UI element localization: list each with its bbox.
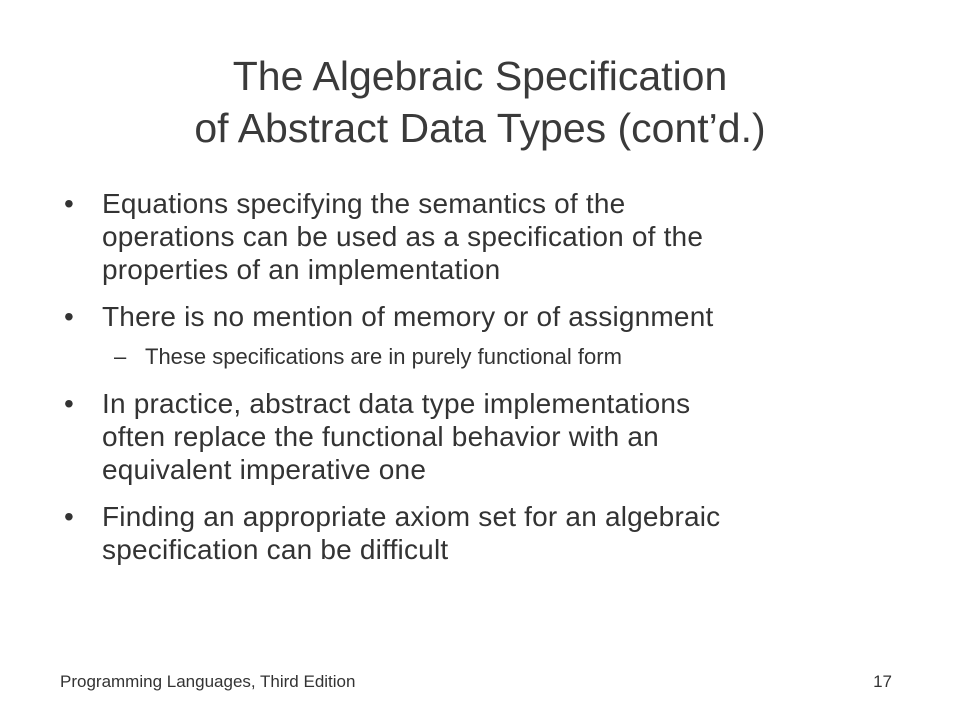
bullet-text-line: Equations specifying the semantics of the — [102, 188, 626, 219]
bullet-list — [60, 187, 920, 580]
bullet-marker: • — [64, 501, 75, 532]
sub-bullet-item — [60, 343, 920, 371]
bullet-text-line: There is no mention of memory or of assignment — [102, 301, 714, 332]
bullet-text-line: equivalent imperative one — [102, 454, 427, 485]
slide-title — [0, 50, 960, 154]
bullet-marker: • — [64, 188, 75, 219]
bullet-marker: • — [64, 301, 75, 332]
sub-bullet-text: These specifications are in purely functional form — [145, 344, 622, 369]
slide-title-line-1: The Algebraic Specification — [232, 53, 728, 99]
bullet-item-3 — [60, 387, 920, 486]
bullet-text-line: In practice, abstract data type implementations — [102, 388, 691, 419]
bullet-text-line: operations can be used as a specification of the — [102, 221, 704, 252]
bullet-text-line: Finding an appropriate axiom set for an algebraic — [102, 501, 721, 532]
bullet-text-line: often replace the functional behavior with an — [102, 421, 659, 452]
bullet-marker: • — [64, 388, 75, 419]
page-number: 17 — [873, 672, 892, 691]
bullet-item-1 — [60, 187, 920, 286]
bullet-item-2 — [60, 300, 920, 333]
footer-source: Programming Languages, Third Edition — [60, 672, 356, 691]
slide-title-line-2: of Abstract Data Types (cont’d.) — [194, 105, 766, 151]
bullet-item-4 — [60, 500, 920, 566]
sub-bullet-marker: – — [114, 344, 127, 369]
bullet-text-line: properties of an implementation — [102, 254, 501, 285]
bullet-text-line: specification can be difficult — [102, 534, 449, 565]
